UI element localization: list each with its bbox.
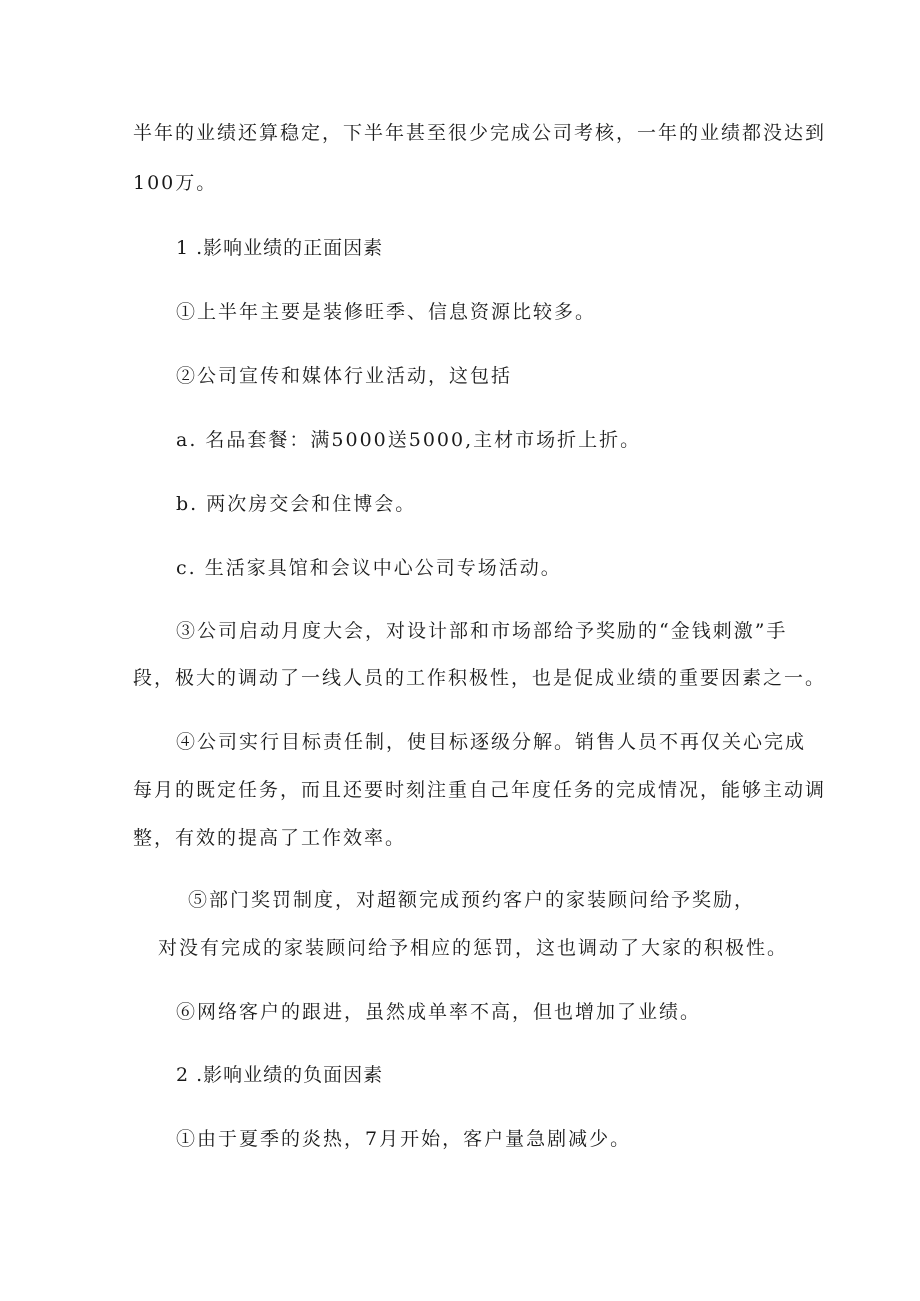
list-item-3-line-2: 段，极大的调动了一线人员的工作积极性，也是促成业绩的重要因素之一。 — [133, 667, 827, 689]
section-heading-negative-factors: 2 .影响业绩的负面因素 — [176, 1064, 384, 1086]
list-item-4-line-2: 每月的既定任务，而且还要时刻注重自己年度任务的完成情况，能够主动调 — [133, 779, 827, 801]
list-item-6: ⑥网络客户的跟进，虽然成单率不高，但也增加了业绩。 — [176, 1001, 702, 1023]
sub-item-a: a. 名品套餐：满5000送5000,主材市场折上折。 — [176, 429, 642, 451]
negative-list-item-1: ①由于夏季的炎热，7月开始，客户量急剧减少。 — [176, 1128, 632, 1150]
list-item-5-line-2: 对没有完成的家装顾问给予相应的惩罚，这也调动了大家的积极性。 — [158, 937, 789, 959]
list-item-5-line-1: ⑤部门奖罚制度，对超额完成预约客户的家装顾问给予奖励， — [188, 889, 756, 911]
list-item-3-line-1: ③公司启动月度大会，对设计部和市场部给予奖励的“金钱刺激”手 — [176, 620, 788, 642]
list-item-2: ②公司宣传和媒体行业活动，这包括 — [176, 365, 513, 387]
sub-item-b: b. 两次房交会和住博会。 — [176, 493, 417, 515]
list-item-4-line-1: ④公司实行目标责任制，使目标逐级分解。销售人员不再仅关心完成 — [176, 731, 807, 753]
paragraph-intro-line-2: 100万。 — [133, 172, 218, 194]
paragraph-intro-line-1: 半年的业绩还算稳定，下半年甚至很少完成公司考核，一年的业绩都没达到 — [133, 122, 827, 144]
list-item-1: ①上半年主要是装修旺季、信息资源比较多。 — [176, 301, 597, 323]
sub-item-c: c. 生活家具馆和会议中心公司专场活动。 — [176, 557, 562, 579]
list-item-4-line-3: 整，有效的提高了工作效率。 — [133, 827, 407, 849]
section-heading-positive-factors: 1 .影响业绩的正面因素 — [176, 237, 384, 259]
